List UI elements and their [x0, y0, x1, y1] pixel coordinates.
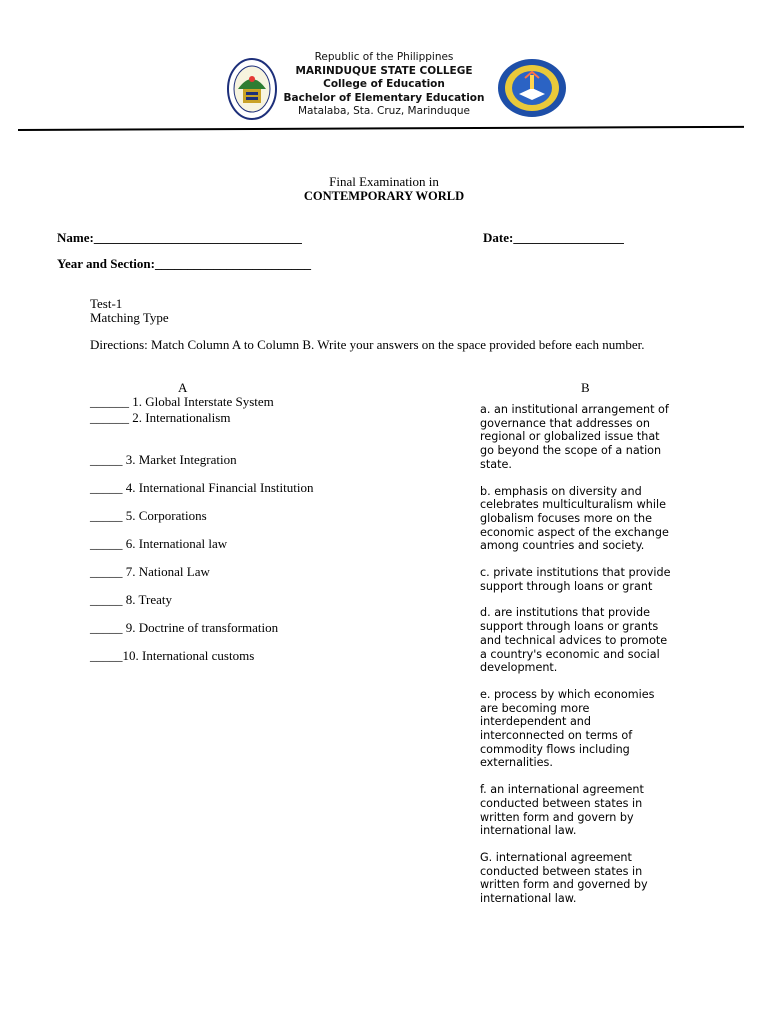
date-field[interactable]: Date:_________________: [483, 230, 624, 245]
item-a-10[interactable]: _____10. International customs: [90, 648, 255, 663]
exam-subject: CONTEMPORARY WORLD: [303, 189, 465, 203]
item-a-3[interactable]: _____ 3. Market Integration: [90, 452, 237, 467]
column-b-list: [480, 403, 672, 919]
exam-title: Final Examination in: [329, 174, 439, 189]
item-a-8[interactable]: _____ 8. Treaty: [90, 592, 172, 607]
name-field[interactable]: Name:________________________________: [57, 230, 302, 245]
college-department: College of Education: [323, 78, 445, 90]
college-name: MARINDUQUE STATE COLLEGE: [295, 64, 473, 77]
item-a-1[interactable]: ______ 1. Global Interstate System: [90, 394, 274, 409]
item-a-2[interactable]: ______ 2. Internationalism: [90, 410, 231, 425]
directions: Directions: Match Column A to Column B. Write your answers on the space provided before each number.: [90, 337, 645, 352]
item-a-5[interactable]: _____ 5. Corporations: [90, 508, 207, 523]
item-a-9[interactable]: _____ 9. Doctrine of transformation: [90, 620, 279, 635]
definition-g: G. international agreement conducted between states in written form and governed by international law.: [480, 850, 648, 906]
definition-d: d. are institutions that provide support through loans or grants and technical advices to promote a country's economic and social development.: [480, 606, 668, 675]
test-number: Test-1: [90, 296, 123, 311]
definition-b: b. emphasis on diversity and celebrates multiculturalism while globalism focuses more on the economic aspect of the exchange among countries and society.: [480, 484, 669, 553]
definition-c: c. private institutions that provide support through loans or grant: [480, 566, 671, 593]
country-line: Republic of the Philippines: [314, 51, 454, 63]
definition-a: a. an institutional arrangement of governance that addresses on regional or globalized issue that go beyond the scope of a nation state.: [480, 403, 669, 471]
college-address: Matalaba, Sta. Cruz, Marinduque: [297, 105, 471, 117]
test-type: Matching Type: [90, 310, 169, 325]
item-a-6[interactable]: _____ 6. International law: [90, 536, 228, 551]
year-section-field[interactable]: Year and Section:________________________: [57, 256, 311, 271]
item-a-4[interactable]: _____ 4. International Financial Institution: [90, 480, 314, 495]
definition-f: f. an international agreement conducted between states in written form and govern by international law.: [480, 783, 644, 838]
column-b-heading: B: [581, 380, 590, 395]
header-divider: [18, 126, 744, 131]
column-a-heading: A: [178, 380, 188, 395]
program-name: Bachelor of Elementary Education: [283, 91, 485, 104]
letterhead: [250, 51, 518, 119]
definition-e: e. process by which economies are becoming more interdependent and interconnected on terms of commodity flows including externalities.: [480, 687, 655, 770]
item-a-7[interactable]: _____ 7. National Law: [90, 564, 210, 579]
